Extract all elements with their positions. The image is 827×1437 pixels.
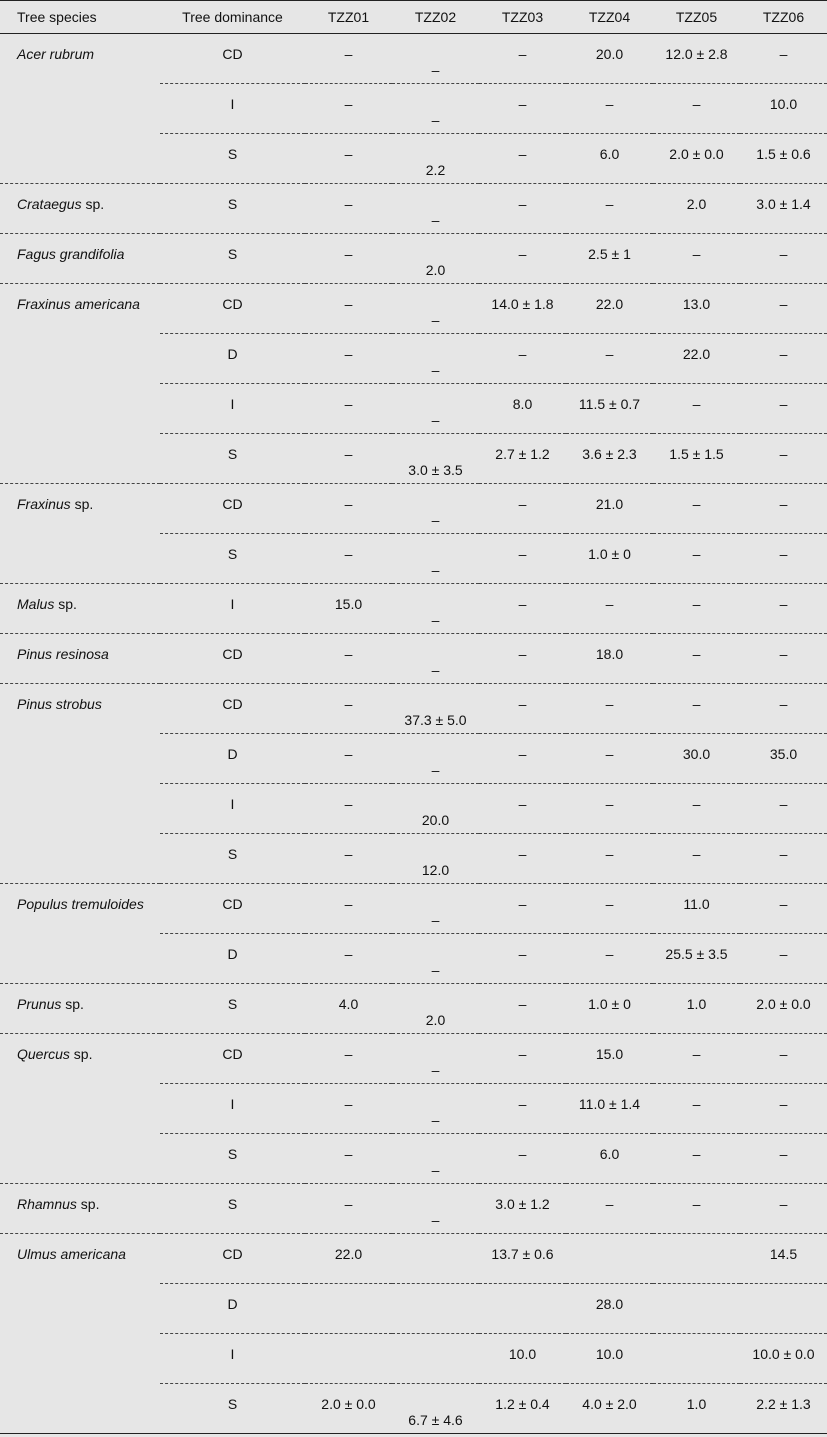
value-cell-tzz05: 12.0 ± 2.8 [665,46,728,62]
value-cell-tzz01: – [305,834,392,884]
value-cell-tzz05: 2.0 [653,184,740,234]
value-cell-tzz02: 20.0 [392,784,479,834]
value-cell-tzz05: 1.0 [653,984,740,1034]
value-cell-tzz03: – [479,484,566,534]
value-cell-tzz05: – [653,1134,740,1184]
value-cell-tzz01: 22.0 [305,1234,392,1284]
value-cell-tzz01: – [305,1034,392,1084]
value-cell-tzz03 [479,1284,566,1334]
header-tzz01: TZZ01 [305,1,392,34]
value-cell-tzz04: 6.0 [566,134,653,184]
species-name: Fraxinus [17,496,71,512]
value-cell-tzz06: – [740,834,827,884]
value-cell-tzz01: – [305,334,392,384]
dominance-cell: S [160,184,305,234]
value-cell-tzz01: – [305,434,392,484]
value-cell-tzz01: – [305,234,392,284]
value-cell-tzz06: – [740,334,827,384]
value-cell-tzz04: 2.5 ± 1 [566,234,653,284]
header-tree-dominance: Tree dominance [160,1,305,34]
value-cell-tzz02: – [392,334,479,384]
species-suffix: sp. [69,1046,93,1062]
value-cell-tzz03: 10.0 [479,1334,566,1384]
dominance-cell: I [160,384,305,434]
species-suffix: sp. [54,596,77,612]
table-row [0,684,827,734]
value-cell-tzz04: 1.0 ± 0 [566,534,653,584]
species-name: Ulmus americana [17,1246,126,1262]
table-row [0,584,827,634]
value-cell-tzz01: – [305,1184,392,1234]
header-tzz04: TZZ04 [566,1,653,34]
value-cell-tzz06: – [740,534,827,584]
dominance-cell: I [160,1084,305,1134]
value-cell-tzz05: 1.0 [653,1384,740,1434]
value-cell-tzz04: 6.0 [566,1134,653,1184]
value-cell-tzz04: – [566,734,653,784]
value-cell-tzz03: – [479,634,566,684]
dominance-cell: S [160,984,305,1034]
value-cell-tzz05 [653,1284,740,1334]
dominance-cell: S [160,1384,305,1434]
value-cell-tzz04: – [566,584,653,634]
species-cell [0,184,160,234]
value-cell-tzz02: – [392,1134,479,1184]
dominance-cell: I [160,784,305,834]
value-cell-tzz01: – [305,784,392,834]
table-row [0,634,827,684]
species-name: Fagus grandifolia [17,246,125,262]
value-cell-tzz05 [653,1234,740,1284]
value-cell-tzz03: – [479,1134,566,1184]
value-cell-tzz03: 13.7 ± 0.6 [479,1234,566,1284]
header-tzz03: TZZ03 [479,1,566,34]
species-name: Crataegus [17,196,82,212]
value-cell-tzz04: 20.0 [595,46,624,62]
value-cell-tzz06: – [740,934,827,984]
value-cell-tzz01: 15.0 [305,584,392,634]
value-cell-tzz05: – [653,684,740,734]
header-tzz05: TZZ05 [653,1,740,34]
value-cell-tzz05: – [653,1034,740,1084]
species-cell [0,1234,160,1434]
value-cell-tzz04: 15.0 [566,1034,653,1084]
value-cell-tzz02: 6.7 ± 4.6 [392,1384,479,1434]
dominance-cell: D [160,334,305,384]
species-name: Prunus [17,996,62,1012]
value-cell-tzz02: – [392,734,479,784]
value-cell-tzz06: – [740,1134,827,1184]
value-cell-tzz02: 2.2 [392,134,479,184]
value-cell-tzz02: 12.0 [392,834,479,884]
value-cell-tzz06: – [740,384,827,434]
species-cell [0,34,160,184]
value-cell-tzz06: – [779,46,788,62]
value-cell-tzz04: – [566,1184,653,1234]
species-name: Pinus strobus [17,696,102,712]
species-cell [0,234,160,284]
value-cell-tzz06: – [740,784,827,834]
value-cell-tzz02: – [392,1084,479,1134]
value-cell-tzz05: – [653,784,740,834]
dominance-cell: S [160,534,305,584]
dominance-cell: CD [160,1234,305,1284]
value-cell-tzz03: – [479,184,566,234]
value-cell-tzz04: 18.0 [566,634,653,684]
value-cell-tzz01: – [305,484,392,534]
value-cell-tzz01: 4.0 [305,984,392,1034]
value-cell-tzz04 [566,1234,653,1284]
species-suffix: sp. [81,196,105,212]
dominance-cell: CD [160,484,305,534]
value-cell-tzz03: 14.0 ± 1.8 [479,284,566,334]
dominance-cell: D [160,734,305,784]
species-name: Rhamnus [17,1196,77,1212]
value-cell-tzz05: – [653,234,740,284]
species-cell [0,484,160,584]
species-name: Acer rubrum [17,46,95,62]
value-cell-tzz03: – [479,684,566,734]
value-cell-tzz04: – [566,834,653,884]
value-cell-tzz05: 30.0 [653,734,740,784]
value-cell-tzz04: 11.0 ± 1.4 [566,1084,653,1134]
species-name: Malus [17,596,55,612]
value-cell-tzz06: 10.0 ± 0.0 [740,1334,827,1384]
value-cell-tzz02: – [392,84,479,134]
value-cell-tzz03: – [479,834,566,884]
value-cell-tzz06: – [740,1084,827,1134]
value-cell-tzz06: 3.0 ± 1.4 [740,184,827,234]
table-row [0,234,827,284]
value-cell-tzz04: 21.0 [566,484,653,534]
value-cell-tzz05: – [653,634,740,684]
value-cell-tzz04: 3.6 ± 2.3 [566,434,653,484]
value-cell-tzz02: – [392,1034,479,1084]
table-row [0,984,827,1034]
header-tzz06: TZZ06 [740,1,827,34]
species-cell [0,984,160,1034]
value-cell-tzz05 [653,1334,740,1384]
dominance-cell: S [160,234,305,284]
value-cell-tzz06: – [740,484,827,534]
table-row [0,484,827,534]
value-cell-tzz01: – [305,84,392,134]
value-cell-tzz01: – [305,284,392,334]
value-cell-tzz04: – [566,334,653,384]
value-cell-tzz01: 2.0 ± 0.0 [305,1384,392,1434]
value-cell-tzz04: 28.0 [566,1284,653,1334]
value-cell-tzz02: – [392,284,479,334]
value-cell-tzz02: – [392,1184,479,1234]
value-cell-tzz01 [305,1334,392,1384]
value-cell-tzz03: – [479,884,566,934]
dominance-cell: CD [222,46,243,62]
value-cell-tzz01: – [305,1084,392,1134]
species-cell [0,284,160,484]
value-cell-tzz03: 2.7 ± 1.2 [479,434,566,484]
value-cell-tzz06: – [740,434,827,484]
value-cell-tzz03: – [479,934,566,984]
dominance-cell: CD [160,684,305,734]
dominance-cell: S [160,134,305,184]
species-suffix: sp. [76,1196,100,1212]
species-suffix: sp. [70,496,94,512]
value-cell-tzz01: – [305,934,392,984]
value-cell-tzz05: – [653,1084,740,1134]
value-cell-tzz02: – [392,584,479,634]
value-cell-tzz02: 3.0 ± 3.5 [392,434,479,484]
value-cell-tzz03: – [479,584,566,634]
value-cell-tzz03: – [479,134,566,184]
dominance-cell: S [160,434,305,484]
value-cell-tzz02: – [431,62,440,78]
value-cell-tzz03: – [518,46,527,62]
value-cell-tzz05: – [653,484,740,534]
value-cell-tzz06: – [740,684,827,734]
table-row [0,1234,827,1284]
value-cell-tzz05: 11.0 [653,884,740,934]
value-cell-tzz01: – [305,634,392,684]
value-cell-tzz01: – [305,1134,392,1184]
species-name: Pinus resinosa [17,646,109,662]
species-cell [0,584,160,634]
table-row [0,884,827,934]
value-cell-tzz01: – [305,134,392,184]
species-name: Quercus [17,1046,70,1062]
value-cell-tzz01: – [305,884,392,934]
value-cell-tzz05: 1.5 ± 1.5 [653,434,740,484]
value-cell-tzz01 [305,1284,392,1334]
value-cell-tzz03: – [479,534,566,584]
value-cell-tzz03: – [479,234,566,284]
header-row [0,1,827,34]
value-cell-tzz03: – [479,334,566,384]
value-cell-tzz04: – [566,684,653,734]
value-cell-tzz03: 3.0 ± 1.2 [479,1184,566,1234]
value-cell-tzz04: 4.0 ± 2.0 [566,1384,653,1434]
value-cell-tzz03: – [479,1034,566,1084]
value-cell-tzz06: 2.0 ± 0.0 [740,984,827,1034]
value-cell-tzz05: 22.0 [653,334,740,384]
value-cell-tzz03: 8.0 [479,384,566,434]
value-cell-tzz06: – [740,1184,827,1234]
value-cell-tzz06: 35.0 [740,734,827,784]
header-tzz02: TZZ02 [392,1,479,34]
dominance-cell: D [160,1284,305,1334]
dominance-cell: CD [160,884,305,934]
table-row [0,284,827,334]
value-cell-tzz02 [392,1234,479,1284]
value-cell-tzz06 [740,1284,827,1334]
value-cell-tzz06: – [740,634,827,684]
value-cell-tzz04: 1.0 ± 0 [566,984,653,1034]
species-name: Fraxinus americana [17,296,140,312]
value-cell-tzz02: – [392,484,479,534]
value-cell-tzz06: – [740,234,827,284]
value-cell-tzz03: 1.2 ± 0.4 [479,1384,566,1434]
table-body [0,34,827,1434]
value-cell-tzz06: – [740,1034,827,1084]
value-cell-tzz01: – [344,46,353,62]
value-cell-tzz02: 37.3 ± 5.0 [392,684,479,734]
dominance-cell: S [160,834,305,884]
value-cell-tzz06: – [740,284,827,334]
value-cell-tzz05: 13.0 [653,284,740,334]
value-cell-tzz02: – [392,934,479,984]
value-cell-tzz03: – [479,84,566,134]
value-cell-tzz05: – [653,834,740,884]
value-cell-tzz05: – [653,534,740,584]
species-name: Populus tremuloides [17,896,144,912]
value-cell-tzz06: – [740,584,827,634]
value-cell-tzz02: – [392,634,479,684]
value-cell-tzz02 [392,1284,479,1334]
value-cell-tzz04: – [566,934,653,984]
value-cell-tzz04: – [566,784,653,834]
value-cell-tzz04: 10.0 [566,1334,653,1384]
value-cell-tzz01: – [305,184,392,234]
value-cell-tzz05: – [653,84,740,134]
value-cell-tzz04: 22.0 [566,284,653,334]
dominance-cell: I [160,584,305,634]
species-cell [0,1184,160,1234]
value-cell-tzz05: – [653,384,740,434]
header-tree-species: Tree species [0,1,160,34]
value-cell-tzz02: 2.0 [392,234,479,284]
dominance-cell: S [160,1134,305,1184]
table-row [0,1184,827,1234]
value-cell-tzz06: 10.0 [740,84,827,134]
species-cell [0,1034,160,1184]
dominance-cell: CD [160,1034,305,1084]
dominance-cell: S [160,1184,305,1234]
value-cell-tzz04: – [566,84,653,134]
value-cell-tzz06: 1.5 ± 0.6 [740,134,827,184]
species-cell [0,634,160,684]
value-cell-tzz03: – [479,984,566,1034]
value-cell-tzz05: – [653,1184,740,1234]
table-row [0,1034,827,1084]
value-cell-tzz01: – [305,384,392,434]
table-row [0,34,827,84]
dominance-cell: I [160,84,305,134]
species-cell [0,684,160,884]
value-cell-tzz01: – [305,734,392,784]
dominance-cell: I [160,1334,305,1384]
dominance-cell: CD [160,634,305,684]
table-row [0,184,827,234]
value-cell-tzz03: – [479,784,566,834]
value-cell-tzz02: – [392,884,479,934]
value-cell-tzz02: – [392,184,479,234]
value-cell-tzz04: 11.5 ± 0.7 [566,384,653,434]
value-cell-tzz05: 2.0 ± 0.0 [653,134,740,184]
value-cell-tzz06: 2.2 ± 1.3 [740,1384,827,1434]
value-cell-tzz06: – [740,884,827,934]
value-cell-tzz01: – [305,684,392,734]
value-cell-tzz04: – [566,884,653,934]
value-cell-tzz03: – [479,734,566,784]
value-cell-tzz04: – [566,184,653,234]
value-cell-tzz02: – [392,534,479,584]
value-cell-tzz05: – [653,584,740,634]
value-cell-tzz02: 2.0 [392,984,479,1034]
dominance-cell: D [160,934,305,984]
value-cell-tzz06: 14.5 [740,1234,827,1284]
value-cell-tzz03: – [479,1084,566,1134]
value-cell-tzz01: – [305,534,392,584]
species-cell [0,884,160,984]
species-suffix: sp. [61,996,84,1012]
value-cell-tzz02 [392,1334,479,1384]
dominance-cell: CD [160,284,305,334]
value-cell-tzz02: – [392,384,479,434]
value-cell-tzz05: 25.5 ± 3.5 [653,934,740,984]
